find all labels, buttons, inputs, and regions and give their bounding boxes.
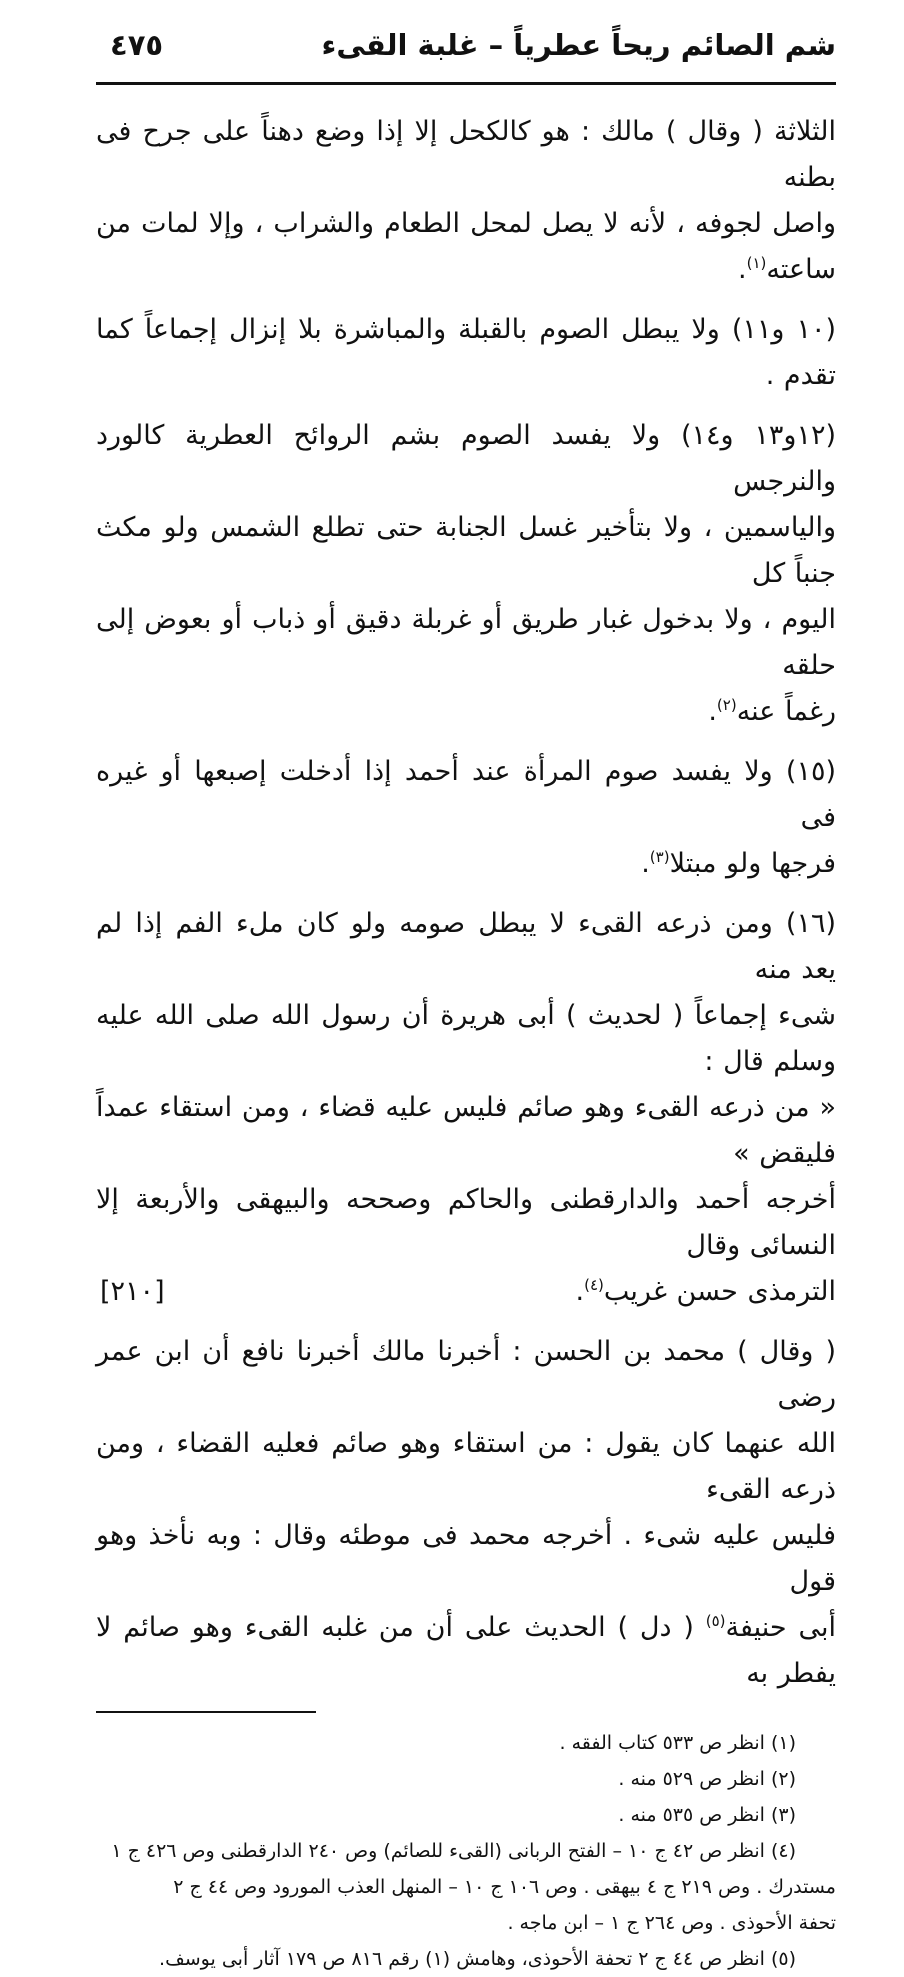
footnote: (٥) انظر ص ٤٤ ج ٢ تحفة الأحوذى، وهامش (١) رقم ٨١٦ ص ١٧٩ آثار أبى يوسف.	[159, 1948, 796, 1970]
footnote: (١) انظر ص ٥٣٣ كتاب الفقه .	[559, 1732, 796, 1754]
text-line-content: واصل لجوفه ، لأنه لا يصل لمحل الطعام والشراب ، وإلا لمات من ساعته	[96, 208, 836, 285]
footnote-reference: (٣)	[649, 848, 670, 866]
text-line: فليس عليه شىء . أخرجه محمد فى موطئه وقال : وبه نأخذ وهو قول	[96, 1520, 836, 1597]
text-line	[96, 1605, 836, 1697]
text-line: والياسمين ، ولا بتأخير غسل الجنابة حتى تطلع الشمس ولو مكث جنباً كل	[96, 512, 836, 589]
text-line-content: الترمذى حسن غريب	[603, 1276, 836, 1307]
paragraph	[96, 1329, 836, 1697]
text-line-content: أبى حنيفة	[725, 1612, 836, 1643]
main-text	[96, 109, 836, 1697]
footnotes	[96, 1725, 836, 1977]
text-line: شىء إجماعاً ( لحديث ) أبى هريرة أن رسول الله صلى الله عليه وسلم قال :	[96, 1000, 836, 1077]
line-tail: .	[738, 254, 747, 285]
footnote: (٤) انظر ص ٤٢ ج ١٠ – الفتح الربانى (القىء للصائم) وص ٢٤٠ الدارقطنى وص ٤٢٦ ج ١	[111, 1840, 796, 1862]
text-line	[96, 689, 836, 735]
text-line: (١٠ و١١) ولا يبطل الصوم بالقبلة والمباشرة بلا إنزال إجماعاً كما تقدم .	[96, 314, 836, 391]
text-line: (١٥) ولا يفسد صوم المرأة عند أحمد إذا أدخلت إصبعها أو غيره فى	[96, 756, 836, 833]
footnote-reference: (٢)	[716, 696, 737, 714]
text-line: اليوم ، ولا بدخول غبار طريق أو غربلة دقيق أو ذباب أو بعوض إلى حلقه	[96, 604, 836, 681]
line-tail: .	[708, 696, 717, 727]
footnote-continuation: مستدرك . وص ٢١٩ ج ٤ بيهقى . وص ١٠٦ ج ١٠ – المنهل العذب المورود وص ٤٤ ج ٢	[173, 1876, 836, 1898]
text-line: أخرجه أحمد والدارقطنى والحاكم وصححه والبيهقى والأربعة إلا النسائى وقال	[96, 1184, 836, 1261]
text-line: الثلاثة ( وقال ) مالك : هو كالكحل إلا إذا وضع دهناً على جرح فى بطنه	[96, 116, 836, 193]
text-line: (١٦) ومن ذرعه القىء لا يبطل صومه ولو كان ملء الفم إذا لم يعد منه	[96, 908, 836, 985]
text-line	[96, 841, 836, 887]
text-line	[96, 1269, 836, 1315]
line-tail: .	[575, 1276, 585, 1307]
footnote-reference: (٤)	[584, 1276, 604, 1294]
footnote-reference: (٥)	[705, 1612, 726, 1630]
footnote-reference: (١)	[746, 254, 767, 272]
paragraph	[96, 901, 836, 1315]
text-line: « من ذرعه القىء وهو صائم فليس عليه قضاء ، ومن استقاء عمداً فليقض »	[96, 1092, 836, 1169]
source-page-marker: [٢١٠]	[100, 1276, 165, 1307]
footnote-divider	[96, 1711, 316, 1713]
text-line: ( وقال ) محمد بن الحسن : أخبرنا مالك أخبرنا نافع أن ابن عمر رضى	[96, 1336, 836, 1413]
text-line	[96, 201, 836, 293]
page-header	[96, 20, 836, 85]
paragraph	[96, 413, 836, 735]
footnote: (٢) انظر ص ٥٢٩ منه .	[618, 1768, 796, 1790]
text-line-content: فرجها ولو مبتلا	[669, 848, 836, 879]
paragraph	[96, 749, 836, 887]
text-line: الله عنهما كان يقول : من استقاء وهو صائم فعليه القضاء ، ومن ذرعه القىء	[96, 1428, 836, 1505]
line-tail: .	[641, 848, 650, 879]
page	[96, 20, 836, 1977]
footnote-continuation: تحفة الأحوذى . وص ٢٦٤ ج ١ – ابن ماجه .	[507, 1912, 836, 1934]
text-line-content: رغماً عنه	[736, 696, 836, 727]
line-tail: ( دل ) الحديث على أن من غلبه القىء وهو صائم لا يفطر به	[96, 1612, 836, 1689]
text-line: (١٢و١٣ و١٤) ولا يفسد الصوم بشم الروائح العطرية كالورد والنرجس	[96, 420, 836, 497]
footnote: (٣) انظر ص ٥٣٥ منه .	[618, 1804, 796, 1826]
paragraph	[96, 109, 836, 293]
page-number: ٤٧٥	[110, 28, 164, 62]
paragraph	[96, 307, 836, 399]
running-title: شم الصائم ريحاً عطرياً – غلبة القىء	[321, 28, 836, 62]
